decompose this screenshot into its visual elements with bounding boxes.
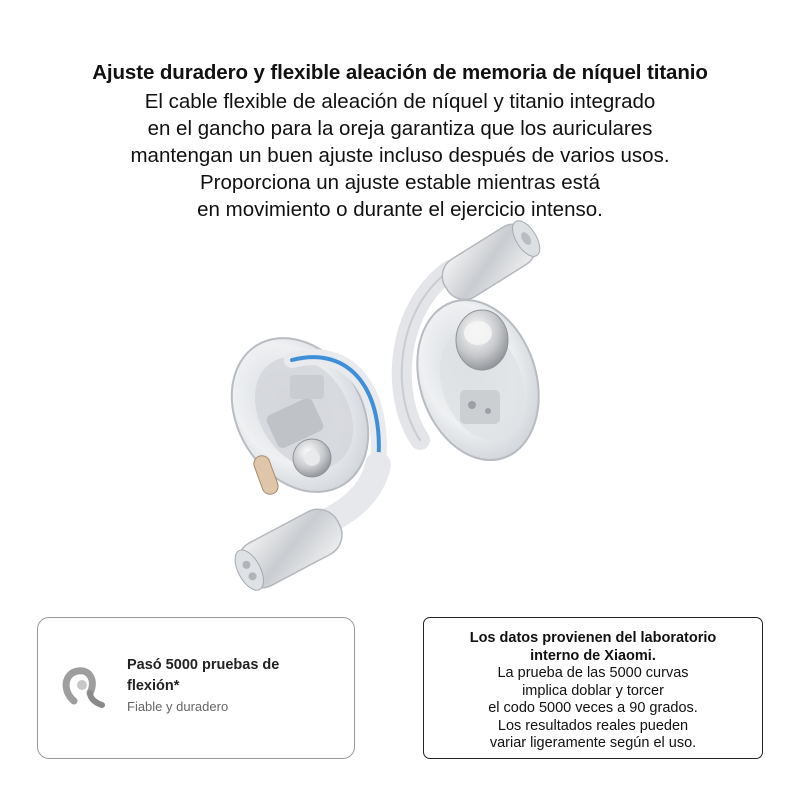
note-bold-line: Los datos provienen del laboratorio xyxy=(469,630,717,646)
header xyxy=(0,58,800,223)
headline: Ajuste duradero y flexible aleación de memoria de níquel titanio xyxy=(92,61,708,84)
left-earbud xyxy=(220,313,396,597)
description-line: El cable flexible de aleación de níquel y titanio integrado xyxy=(144,90,656,113)
note-line: Los resultados reales pueden xyxy=(497,717,689,734)
note-bold-line: interno de Xiaomi. xyxy=(530,647,656,664)
description-line: mantengan un buen ajuste incluso después de varios usos. xyxy=(130,144,670,167)
note-line: La prueba de las 5000 curvas xyxy=(497,665,689,681)
earbuds-image xyxy=(220,215,590,610)
badge-subtitle: Fiable y duradero xyxy=(127,699,229,714)
note-line: variar ligeramente según el uso. xyxy=(489,735,697,751)
badge-title: Pasó 5000 pruebas de flexión* xyxy=(127,657,280,694)
note-line: implica doblar y torcer xyxy=(522,682,664,699)
description-line: en el gancho para la oreja garantiza que los auriculares xyxy=(147,117,653,140)
ear-hook-icon xyxy=(60,663,110,713)
description-line: en movimiento o durante el ejercicio intenso. xyxy=(197,198,603,221)
lab-note xyxy=(423,617,763,759)
note-line: el codo 5000 veces a 90 grados. xyxy=(488,700,698,716)
right-earbud xyxy=(397,215,558,476)
bend-test-badge xyxy=(37,617,355,759)
description-line: Proporciona un ajuste estable mientras está xyxy=(200,171,600,194)
